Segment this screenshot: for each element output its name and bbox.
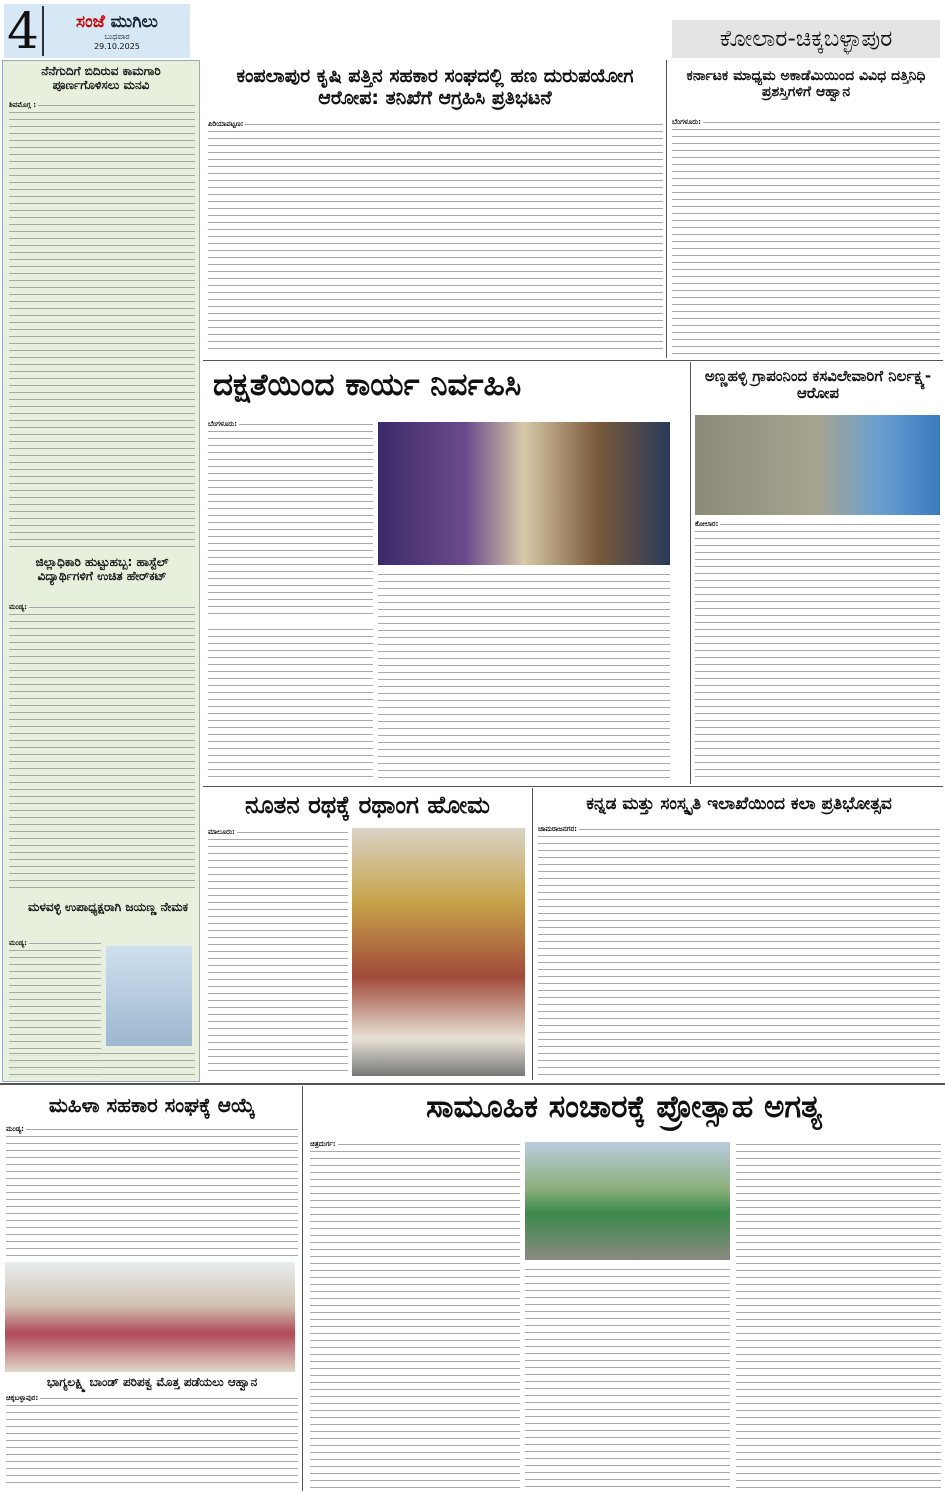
dateline: ಚಾಮರಾಜನಗರ: bbox=[538, 825, 577, 833]
news-photo-bus bbox=[525, 1142, 730, 1260]
dateline: ಚಿತ್ರದುರ್ಗ: bbox=[310, 1140, 336, 1148]
headline-annahalli: ಅಣ್ಣಹಳ್ಳಿ ಗ್ರಾಪಂನಿಂದ ಕಸವಿಲೇವಾರಿಗೆ ನಿರ್ಲಕ್ಷ್ಯ-ಆರೋಪ bbox=[704, 367, 932, 403]
article-body bbox=[695, 520, 940, 782]
page-number: 4 bbox=[4, 6, 44, 56]
dateline: ಬೆಂಗಳೂರು: bbox=[208, 420, 237, 428]
divider bbox=[666, 60, 667, 358]
article-body bbox=[310, 1140, 520, 1488]
dateline: ಶಿವಮೊಗ್ಗ : bbox=[9, 101, 36, 109]
headline-ratha: ನೂತನ ರಥಕ್ಕೆ ರಥಾಂಗ ಹೋಮ bbox=[245, 791, 490, 819]
issue-date: 29.10.2025 bbox=[94, 41, 140, 51]
paper-name bbox=[44, 12, 190, 32]
dateline: ಮಂಡ್ಯ: bbox=[6, 1125, 24, 1133]
divider bbox=[532, 788, 533, 1080]
headline-left2: ಜಿಲ್ಲಾಧಿಕಾರಿ ಹುಟ್ಟುಹಬ್ಬ: ಹಾಸ್ಟೆಲ್ ವಿದ್ಯಾರ್ಥಿಗಳಿಗೆ ಉಚಿತ ಹೇರ್‌ಕಟ್ bbox=[35, 555, 169, 583]
divider bbox=[302, 1086, 303, 1491]
article-body bbox=[6, 1125, 298, 1257]
article-body bbox=[672, 118, 940, 355]
dateline: ಕೋಲಾರ: bbox=[695, 520, 719, 528]
issue-day: ಬುಧವಾರ bbox=[104, 31, 130, 41]
headline-bhagyalakshmi: ಭಾಗ್ಯಲಕ್ಷ್ಮಿ ಬಾಂಡ್ ಪರಿಪಕ್ವ ಮೊತ್ತ ಪಡೆಯಲು ಆಹ್ವಾನ bbox=[46, 1375, 258, 1389]
portrait-photo bbox=[106, 946, 192, 1046]
news-photo-group bbox=[5, 1262, 295, 1372]
divider bbox=[690, 362, 691, 784]
paper-name-a: ಸಂಜೆ bbox=[76, 11, 105, 32]
headline-left3: ಮಳವಳ್ಳಿ ಉಪಾಧ್ಯಕ್ಷರಾಗಿ ಜಯಣ್ಣ ನೇಮಕ bbox=[27, 900, 189, 914]
left-column bbox=[2, 60, 200, 1082]
article-body bbox=[525, 1265, 730, 1488]
headline-samuhika: ಸಾಮೂಹಿಕ ಸಂಚಾರಕ್ಕೆ ಪ್ರೋತ್ಸಾಹ ಅಗತ್ಯ bbox=[426, 1089, 822, 1125]
headline-left1: ನೆನೆಗುದಿಗೆ ಬಿದಿರುವ ಕಾಮಗಾರಿ ಪೂರ್ಣಗೊಳಿಸಲು ಮನವಿ bbox=[41, 64, 161, 92]
headline-kala: ಕನ್ನಡ ಮತ್ತು ಸಂಸ್ಕೃತಿ ಇಲಾಖೆಯಿಂದ ಕಲಾ ಪ್ರತಿಭೋತ್ಸವ bbox=[586, 794, 892, 814]
article-body bbox=[6, 1394, 298, 1488]
headline-dakshate: ದಕ್ಷತೆಯಿಂದ ಕಾರ್ಯ ನಿರ್ವಹಿಸಿ bbox=[213, 367, 522, 403]
region-banner: ಕೋಲಾರ-ಚಿಕ್ಕಬಳ್ಳಾಪುರ bbox=[672, 20, 940, 58]
dateline: ಚಿಕ್ಕಬಳ್ಳಾಪುರ: bbox=[6, 1394, 39, 1402]
headline-kampalapura: ಕಂಪಲಾಪುರ ಕೃಷಿ ಪತ್ತಿನ ಸಹಕಾರ ಸಂಘದಲ್ಲಿ ಹಣ ದುರುಪಯೋಗ ಆರೋಪ: ತನಿಖೆಗೆ ಆಗ್ರಹಿಸಿ ಪ್ರತಿಭಟನೆ bbox=[236, 65, 634, 109]
headline-academy: ಕರ್ನಾಟಕ ಮಾಧ್ಯಮ ಅಕಾಡೆಮಿಯಿಂದ ವಿವಿಧ ದತ್ತಿನಿಧಿ ಪ್ರಶಸ್ತಿಗಳಿಗೆ ಆಹ್ವಾನ bbox=[686, 68, 926, 101]
divider bbox=[203, 360, 943, 361]
dateline: ಮಾಲೂರು: bbox=[208, 828, 235, 836]
article-body bbox=[9, 101, 195, 551]
dateline: ಮಂಡ್ಯ: bbox=[9, 939, 27, 947]
divider bbox=[0, 1083, 945, 1085]
news-photo-ceremony bbox=[378, 422, 670, 565]
article-body bbox=[208, 420, 373, 620]
article-body bbox=[208, 828, 348, 1076]
article-body bbox=[378, 570, 670, 782]
article-body bbox=[208, 120, 663, 355]
headline-mahila: ಮಹಿಳಾ ಸಹಕಾರ ಸಂಘಕ್ಕೆ ಆಯ್ಕೆ bbox=[48, 1093, 256, 1117]
masthead-logo bbox=[4, 4, 190, 58]
dateline: ಮಂಡ್ಯ: bbox=[9, 603, 27, 611]
dateline: ಪಿರಿಯಾಪಟ್ಟಣ: bbox=[208, 120, 244, 128]
news-photo-garbage bbox=[695, 415, 940, 515]
article-body bbox=[736, 1140, 941, 1488]
article-body bbox=[9, 603, 195, 893]
news-photo-chariot bbox=[352, 828, 525, 1076]
dateline: ಬೆಂಗಳೂರು: bbox=[672, 118, 701, 126]
article-body bbox=[538, 825, 940, 1077]
divider bbox=[203, 786, 943, 787]
article-body bbox=[208, 625, 373, 782]
paper-name-b: ಮುಗಿಲು bbox=[110, 11, 158, 32]
article-body bbox=[9, 1049, 195, 1079]
